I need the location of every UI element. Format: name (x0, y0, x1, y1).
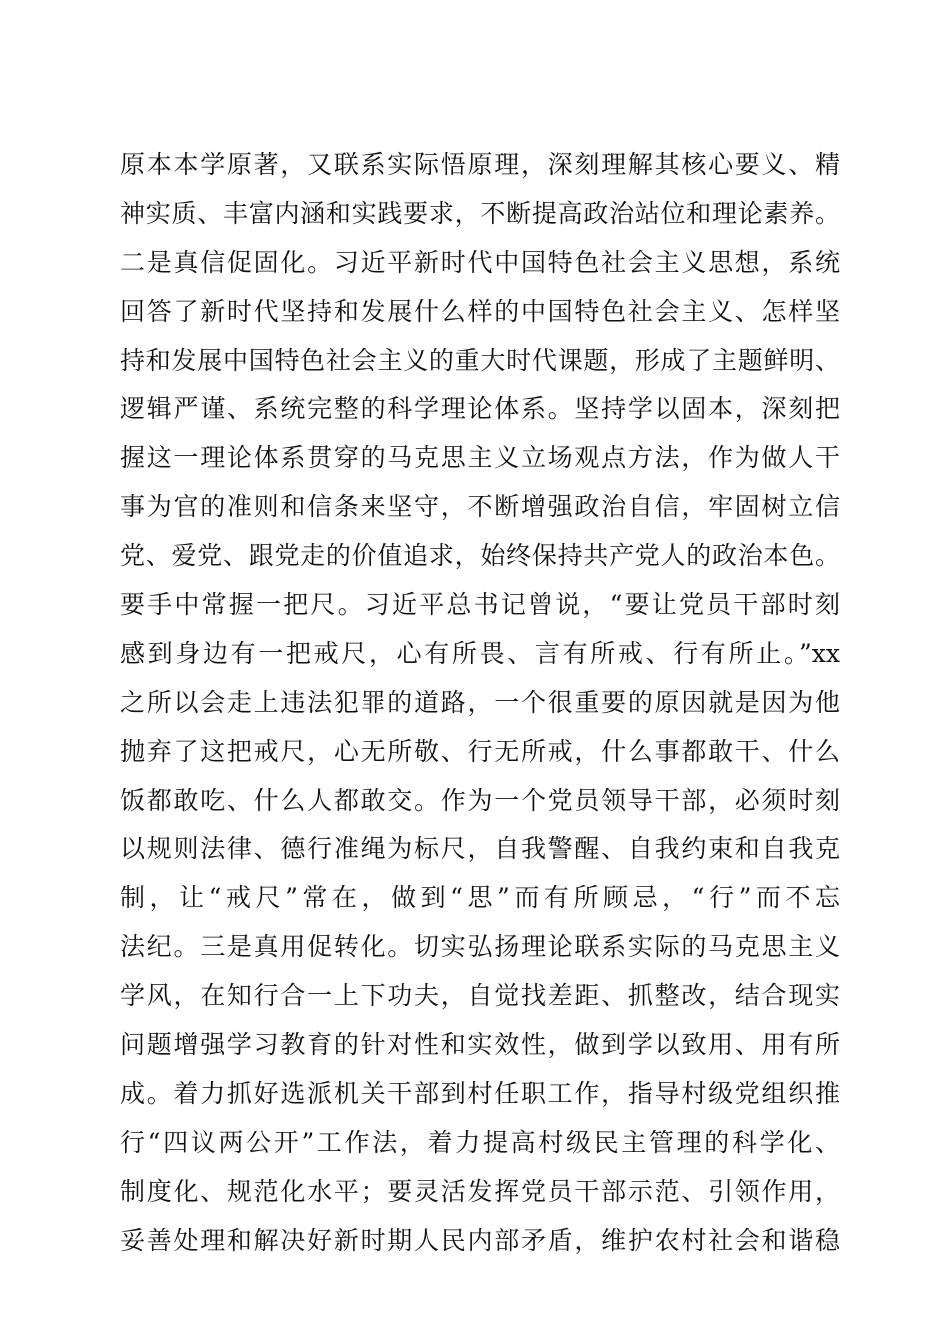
text-line: 学风，在知行合一上下功夫，自觉找差距、抓整改，结合现实 (120, 981, 840, 1011)
text-line: 制，让“戒尺”常在，做到“思”而有所顾忌，“行”而不忘 (120, 883, 840, 913)
text-line: 神实质、丰富内涵和实践要求，不断提高政治站位和理论素养。 (120, 198, 840, 228)
text-line: 原本本学原著，又联系实际悟原理，深刻理解其核心要义、精 (120, 150, 840, 179)
text-line: 握这一理论体系贯穿的马克思主义立场观点方法，作为做人干 (120, 443, 840, 473)
text-line: 以规则法律、德行准绳为标尺，自我警醒、自我约束和自我克 (120, 834, 840, 864)
text-line: 问题增强学习教育的针对性和实效性，做到学以致用、用有所 (120, 1030, 840, 1060)
text-line: 持和发展中国特色社会主义的重大时代课题，形成了主题鲜明、 (120, 345, 840, 375)
text-line: 要手中常握一把尺。习近平总书记曾说，“要让党员干部时刻 (120, 590, 840, 620)
text-line: 饭都敢吃、什么人都敢交。作为一个党员领导干部，必须时刻 (120, 785, 840, 815)
text-line: 行“四议两公开”工作法，着力提高村级民主管理的科学化、 (120, 1127, 840, 1157)
text-line: 回答了新时代坚持和发展什么样的中国特色社会主义、怎样坚 (120, 296, 840, 326)
text-line: 之所以会走上违法犯罪的道路，一个很重要的原因就是因为他 (120, 687, 840, 717)
text-line: 事为官的准则和信条来坚守，不断增强政治自信，牢固树立信 (120, 492, 840, 522)
text-line: 感到身边有一把戒尺，心有所畏、言有所戒、行有所止。”xx (120, 638, 840, 668)
text-line: 抛弃了这把戒尺，心无所敬、行无所戒，什么事都敢干、什么 (120, 736, 840, 766)
text-line: 制度化、规范化水平；要灵活发挥党员干部示范、引领作用， (120, 1176, 840, 1206)
text-line: 成。着力抓好选派机关干部到村任职工作，指导村级党组织推 (120, 1078, 840, 1108)
text-line: 妥善处理和解决好新时期人民内部矛盾，维护农村社会和谐稳 (120, 1225, 840, 1255)
text-line: 逻辑严谨、系统完整的科学理论体系。坚持学以固本，深刻把 (120, 394, 840, 424)
text-line: 党、爱党、跟党走的价值追求，始终保持共产党人的政治本色。 (120, 541, 840, 571)
body-text (120, 141, 840, 1265)
text-line: 法纪。三是真用促转化。切实弘扬理论联系实际的马克思主义 (120, 932, 840, 962)
text-line: 二是真信促固化。习近平新时代中国特色社会主义思想，系统 (120, 247, 840, 277)
